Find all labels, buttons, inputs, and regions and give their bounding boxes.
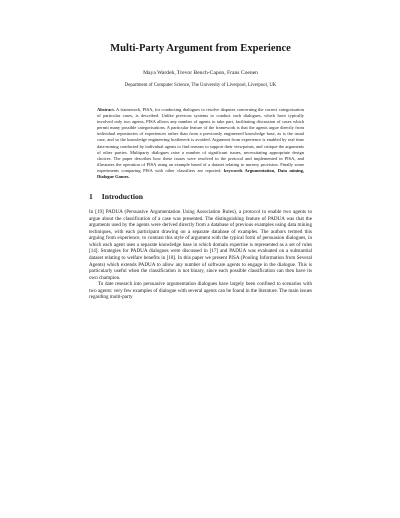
section-body [89, 209, 312, 301]
body-paragraph: To date research into persuasive argumentation dialogues have largely been confined to scenarios with two agents: very few examples of dialogue with several agents can be found in the literature. The main issues regarding multi-party [89, 281, 312, 301]
abstract-label: Abstract. [97, 107, 115, 112]
section-title: Introduction [101, 192, 144, 202]
abstract-text: A framework, PISA, for conducting dialogues to resolve disputes concerning the correct categorisation of particular cases, is described. Unlike previous systems to conduct such dialogues, which have typically involved only two agents, PISA allows any number of agents to take part, facilitating discussion of cases which permit many possible categorisations. A particular feature of the framework is that the agents argue directly from individual repositories of experiences rather than from a previously engineered knowledge base, as is the usual case, and so the knowledge engineering bottleneck is avoided. Argument from experience is enabled by real time data-mining conducted by individual agents to find reasons to support their viewpoints, and critique the arguments of other parties. Multiparty dialogues raise a number of significant issues, necessitating appropriate design choices. The paper describes how these issues were resolved in the protocol and implemented in PISA, and illustrates the operation of PISA using an example based of a dataset relating to nursery provision. Finally some experiments comparing PISA with other classifiers are reported. [97, 107, 304, 173]
paper-title: Multi-Party Argument from Experience [110, 43, 291, 54]
author-affiliation: Department of Computer Science, The University of Liverpool, Liverpool, UK [124, 83, 277, 88]
keywords: keywords Argumentation, Data mining, Dialogue Games. [97, 167, 304, 180]
section-number: 1 [89, 192, 93, 202]
author-list: Maya Wardeh, Trevor Bench-Capon, Frans Coenen [143, 70, 258, 76]
section-heading [89, 192, 312, 201]
abstract [97, 107, 304, 180]
body-paragraph: In [19] PADUA (Persuasive Argumentation Using Association Rules), a protocol to enable two agents to argue about the classification of a case was presented. The distinguishing feature of PADUA was that the arguments used by the agents were derived directly from a database of previous examples using data mining techniques, with each participant drawing on a separate database of examples. The authors termed this arguing from experience, to contrast this style of argument with the typical form of persuasion dialogues, in which each agent uses a separate knowledge base in which domain expertise is represented as a set of rules [14]. Strategies for PADUA dialogues were discussed in [17] and PADUA was evaluated on a substantial dataset relating to welfare benefits in [18]. In this paper we present PISA (Pooling Information from Several Agents) which extends PADUA to allow any number of software agents to engage in the dialogue. This is particularly useful when the classification is not binary, since each possible classification can then have its own champion. [89, 209, 312, 281]
